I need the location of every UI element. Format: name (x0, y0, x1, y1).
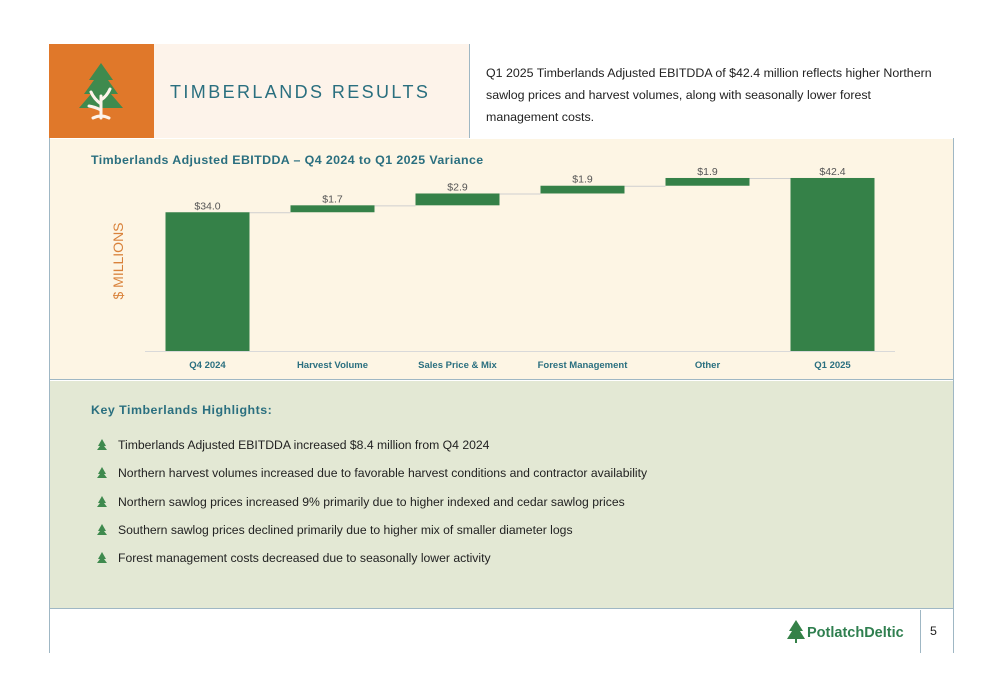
summary-box (469, 44, 954, 138)
page-title: TIMBERLANDS RESULTS (170, 82, 431, 102)
waterfall-chart (50, 139, 953, 380)
bar-1 (291, 205, 375, 212)
footer-brand-text: PotlatchDeltic (807, 625, 904, 641)
potlatchdeltic-logo (786, 618, 908, 644)
highlights-list (97, 438, 647, 579)
highlight-text: Northern sawlog prices increased 9% primarily due to higher indexed and cedar sawlog prices (118, 494, 625, 509)
bar-0 (166, 212, 250, 351)
summary-text: Q1 2025 Timberlands Adjusted EBITDDA of $42.4 million reflects higher Northern sawlog prices and harvest volumes, along with seasonally lower forest management costs. (486, 66, 932, 124)
highlights-panel (50, 381, 953, 609)
data-label-1: $1.7 (322, 193, 343, 206)
y-axis-label: $ MILLIONS (110, 222, 126, 300)
highlights-title: Key Timberlands Highlights: (91, 403, 273, 417)
slide-header (49, 44, 954, 138)
x-tick-label-4: Other (694, 360, 721, 371)
footer-divider (920, 610, 921, 653)
tree-bullet-icon (97, 523, 118, 537)
data-label-0: $34.0 (194, 200, 221, 213)
highlight-text: Northern harvest volumes increased due to favorable harvest conditions and contractor availability (118, 466, 648, 481)
highlight-item (97, 523, 647, 551)
tree-bullet-icon (97, 551, 118, 565)
data-label-5: $42.4 (819, 165, 846, 178)
highlight-text: Forest management costs decreased due to seasonally lower activity (118, 551, 491, 566)
tree-logo-box (49, 44, 154, 138)
tree-bullet-icon (97, 438, 118, 452)
x-tick-label-0: Q4 2024 (189, 360, 226, 371)
tree-icon (49, 44, 154, 138)
tree-bullet-icon (97, 495, 118, 509)
bar-4 (666, 178, 750, 186)
highlight-text: Southern sawlog prices declined primarily due to higher mix of smaller diameter logs (118, 522, 573, 537)
highlight-item (97, 466, 647, 494)
title-box (154, 44, 469, 138)
data-label-2: $2.9 (447, 181, 468, 194)
chart-panel (50, 139, 953, 380)
bar-3 (541, 186, 625, 194)
bar-2 (416, 193, 500, 205)
data-label-4: $1.9 (697, 165, 718, 178)
x-tick-label-5: Q1 2025 (814, 360, 851, 371)
chart-title: Timberlands Adjusted EBITDDA – Q4 2024 to Q1 2025 Variance (91, 153, 484, 167)
highlight-item (97, 551, 647, 579)
x-tick-label-2: Sales Price & Mix (418, 360, 497, 371)
x-tick-label-3: Forest Management (537, 360, 628, 371)
highlight-item (97, 495, 647, 523)
highlight-item (97, 438, 647, 466)
data-label-3: $1.9 (572, 173, 593, 186)
highlight-text: Timberlands Adjusted EBITDDA increased $8.4 million from Q4 2024 (118, 438, 490, 452)
tree-bullet-icon (97, 466, 118, 480)
x-tick-label-1: Harvest Volume (296, 360, 369, 371)
bar-5 (791, 178, 875, 351)
page-number: 5 (930, 624, 937, 638)
